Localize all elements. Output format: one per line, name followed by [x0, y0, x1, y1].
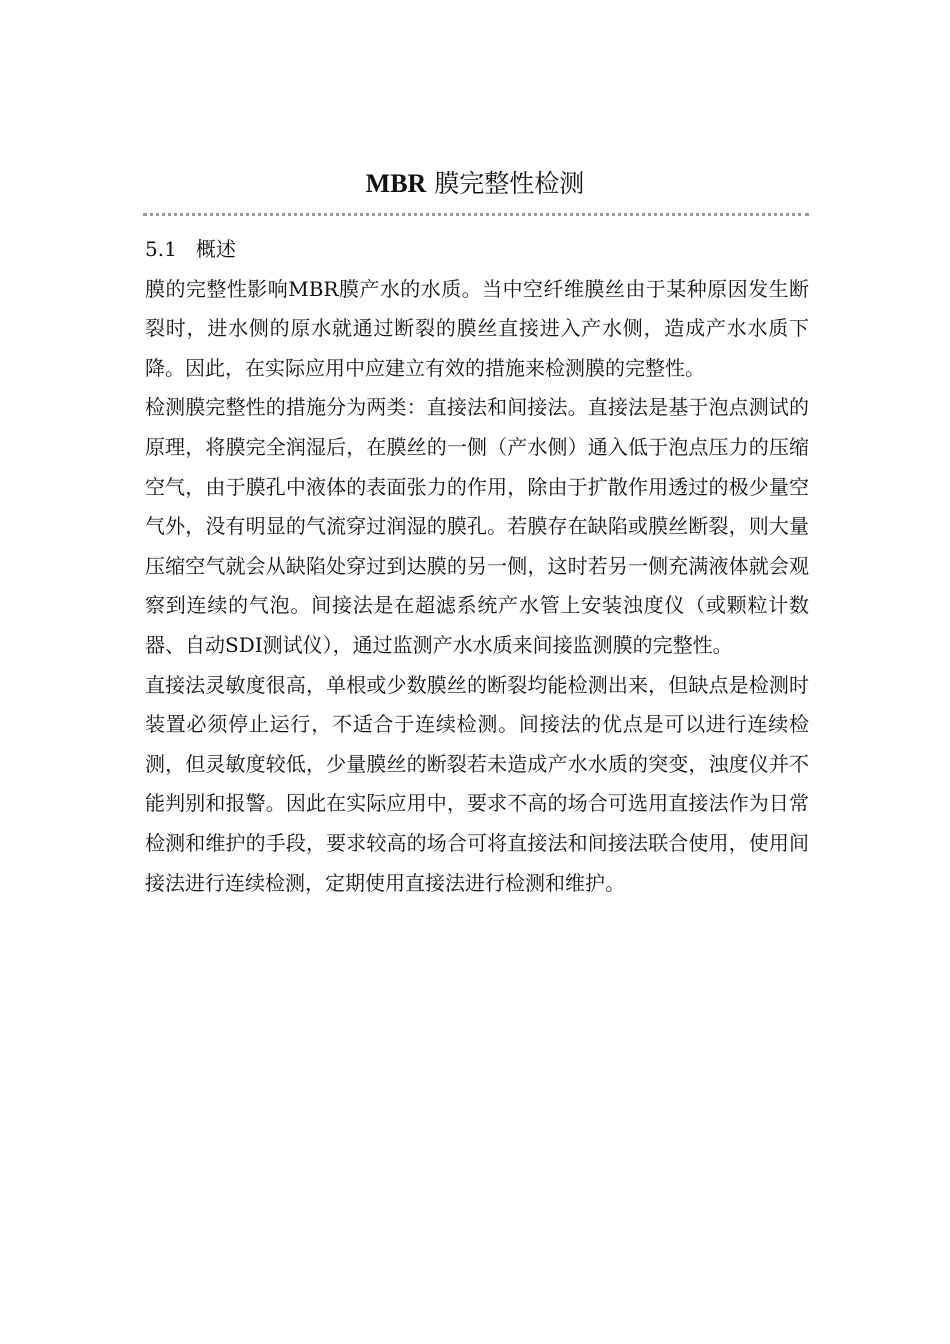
- title-cjk: 膜完整性检测: [434, 169, 585, 198]
- document-body: [145, 230, 809, 903]
- section-number: 5.1: [145, 237, 177, 261]
- paragraph-detection-methods: 检测膜完整性的措施分为两类：直接法和间接法。直接法是基于泡点测试的原理，将膜完全润湿后，在膜丝的一侧（产水侧）通入低于泡点压力的压缩空气，由于膜孔中液体的表面张力的作用，除由于扩散作用透过的极少量空气外，没有明显的气流穿过润湿的膜孔。若膜存在缺陷或膜丝断裂，则大量压缩空气就会从缺陷处穿过到达膜的另一侧，这时若另一侧充满液体就会观察到连续的气泡。间接法是在超滤系统产水管上安装浊度仪（或颗粒计数器、自动SDI测试仪），通过监测产水水质来间接监测膜的完整性。: [145, 395, 809, 657]
- title-latin: MBR: [365, 169, 427, 198]
- paragraph-method-comparison: 直接法灵敏度很高，单根或少数膜丝的断裂均能检测出来，但缺点是检测时装置必须停止运行，不适合于连续检测。间接法的优点是可以进行连续检测，但灵敏度较低，少量膜丝的断裂若未造成产水水质的突变，浊度仪并不能判别和报警。因此在实际应用中，要求不高的场合可选用直接法作为日常检测和维护的手段，要求较高的场合可将直接法和间接法联合使用，使用间接法进行连续检测，定期使用直接法进行检测和维护。: [145, 672, 809, 895]
- title-divider: [143, 213, 809, 216]
- paragraph-integrity-impact: 膜的完整性影响MBR膜产水的水质。当中空纤维膜丝由于某种原因发生断裂时，进水侧的原水就通过断裂的膜丝直接进入产水侧，造成产水水质下降。因此，在实际应用中应建立有效的措施来检测膜的完整性。: [145, 276, 809, 380]
- section-title: 概述: [195, 237, 236, 261]
- section-heading: [145, 230, 809, 270]
- document-title: [0, 166, 950, 202]
